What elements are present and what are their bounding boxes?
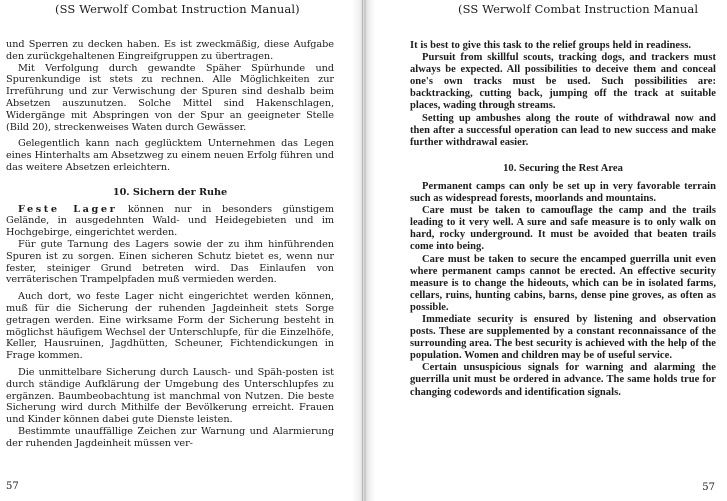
paragraph	[6, 204, 334, 239]
paragraph-text: können nur in besonders günstigem Gelände, in ausgedehnten Wald- und Heidegebieten und im Hochgebirge, eingerichtet werden.	[6, 203, 334, 239]
paragraph: Immediate security is ensured by listening and observation posts. These are supplemented by a constant reconnaissance of the surrounding area. The best security is achieved with the help of the population. Women and children may be of useful service.	[410, 313, 716, 362]
running-head: (SS Werwolf Combat Instruction Manual	[458, 2, 699, 16]
page-number: 57	[702, 482, 715, 493]
running-head: (SS Werwolf Combat Instruction Manual)	[55, 2, 300, 16]
spaced-term: Feste Lager	[18, 203, 118, 215]
left-page-german	[0, 0, 362, 501]
paragraph: Bestimmte unauffällige Zeichen zur Warnung und Alarmierung der ruhenden Jagdeinheit müssen ver-	[6, 425, 334, 449]
paragraph: Care must be taken to secure the encamped guerrilla unit even where permanent camps cannot be erected. An effective security measure is to change the hideouts, which can be in isolated farms, cellars, ruins, hunting cabins, barns, dense pine groves, as often as possible.	[410, 253, 716, 313]
paragraph: Gelegentlich kann nach geglücktem Unternehmen das Legen eines Hinterhalts am Absetzweg zu einem neuen Erfolg führen und das weitere Absetzen erleichtern.	[6, 138, 334, 173]
paragraph: It is best to give this task to the relief groups held in readiness.	[410, 40, 692, 51]
book-gutter-shadow	[352, 0, 376, 501]
paragraph: Setting up ambushes along the route of withdrawal now and then after a successful operation can lead to new success and make further withdrawal easier.	[410, 112, 716, 148]
paragraph: Für gute Tarnung des Lagers sowie der zu ihm hinführenden Spuren ist zu sorgen. Einen sicheren Schutz bietet es, wenn nur fester, steiniger Grund betreten wird. Das Einlaufen von verräterischen Trampelpfaden muß vermieden werden.	[6, 238, 334, 286]
page-number: 57	[6, 481, 19, 492]
book-gutter-fold	[362, 0, 363, 501]
paragraph: Care must be taken to camouflage the camp and the trails leading to it very well. A sure and safe measure is to only walk on hard, rocky underground. It must be avoided that beaten trails come into being.	[410, 205, 716, 253]
right-page-english	[362, 0, 727, 501]
page-body	[410, 40, 716, 399]
paragraph: Mit Verfolgung durch gewandte Späher Spürhunde und Spurenkundige ist stets zu rechnen. Alle Möglichkeiten zur Irreführung und zur Verwischung der Spuren sind deshalb beim Absetzen auszunutzen. Solche Mittel sind Hakenschlagen, Widergänge mit Abspringen von der Spur an geeigneter Stelle (Bild 20), streckenweises Waten durch Gewässer.	[6, 62, 334, 133]
paragraph: Die unmittelbare Sicherung durch Lausch- und Späh-posten ist durch ständige Aufklärung der Umgebung des Unterschlupfes zu ergänzen. Baumbeobachtung ist manchmal von Nutzen. Die beste Sicherung wird durch Mithilfe der Bevölkerung erreicht. Frauen und Kinder können dabei gute Dienste leisten.	[6, 366, 334, 426]
paragraph: Auch dort, wo feste Lager nicht eingerichtet werden können, muß für die Sicherung der ruhenden Jagdeinheit stets Sorge getragen werden. Eine wirksame Form der Sicherung besteht in möglichst häufigem Wechsel der Unterschlupfe, für die Einzelhöfe, Keller, Hausruinen, Jagdhütten, Scheuner, Fichtendickungen in Frage kommen.	[6, 291, 334, 362]
paragraph: Permanent camps can only be set up in very favorable terrain such as widespread forests, moorlands and mountains.	[410, 180, 716, 205]
section-heading: 10. Securing the Rest Area	[503, 162, 623, 174]
page-body	[6, 39, 334, 450]
paragraph: Pursuit from skillful scouts, tracking dogs, and trackers must always be expected. All possibilities to deceive them and conceal one's own tracks must be used. Such possibilities are: backtracking, cutting back, jumping off the track at suitable places, wading through streams.	[410, 52, 716, 112]
paragraph: und Sperren zu decken haben. Es ist zweckmäßig, diese Aufgabe den zurückgehaltenen Eingreifgruppen zu übertragen.	[6, 39, 334, 62]
section-heading: 10. Sichern der Ruhe	[112, 186, 228, 198]
paragraph: Certain unsuspicious signals for warning and alarming the guerrilla unit must be ordered in advance. The same holds true for changing codewords and identification signals.	[410, 362, 716, 398]
